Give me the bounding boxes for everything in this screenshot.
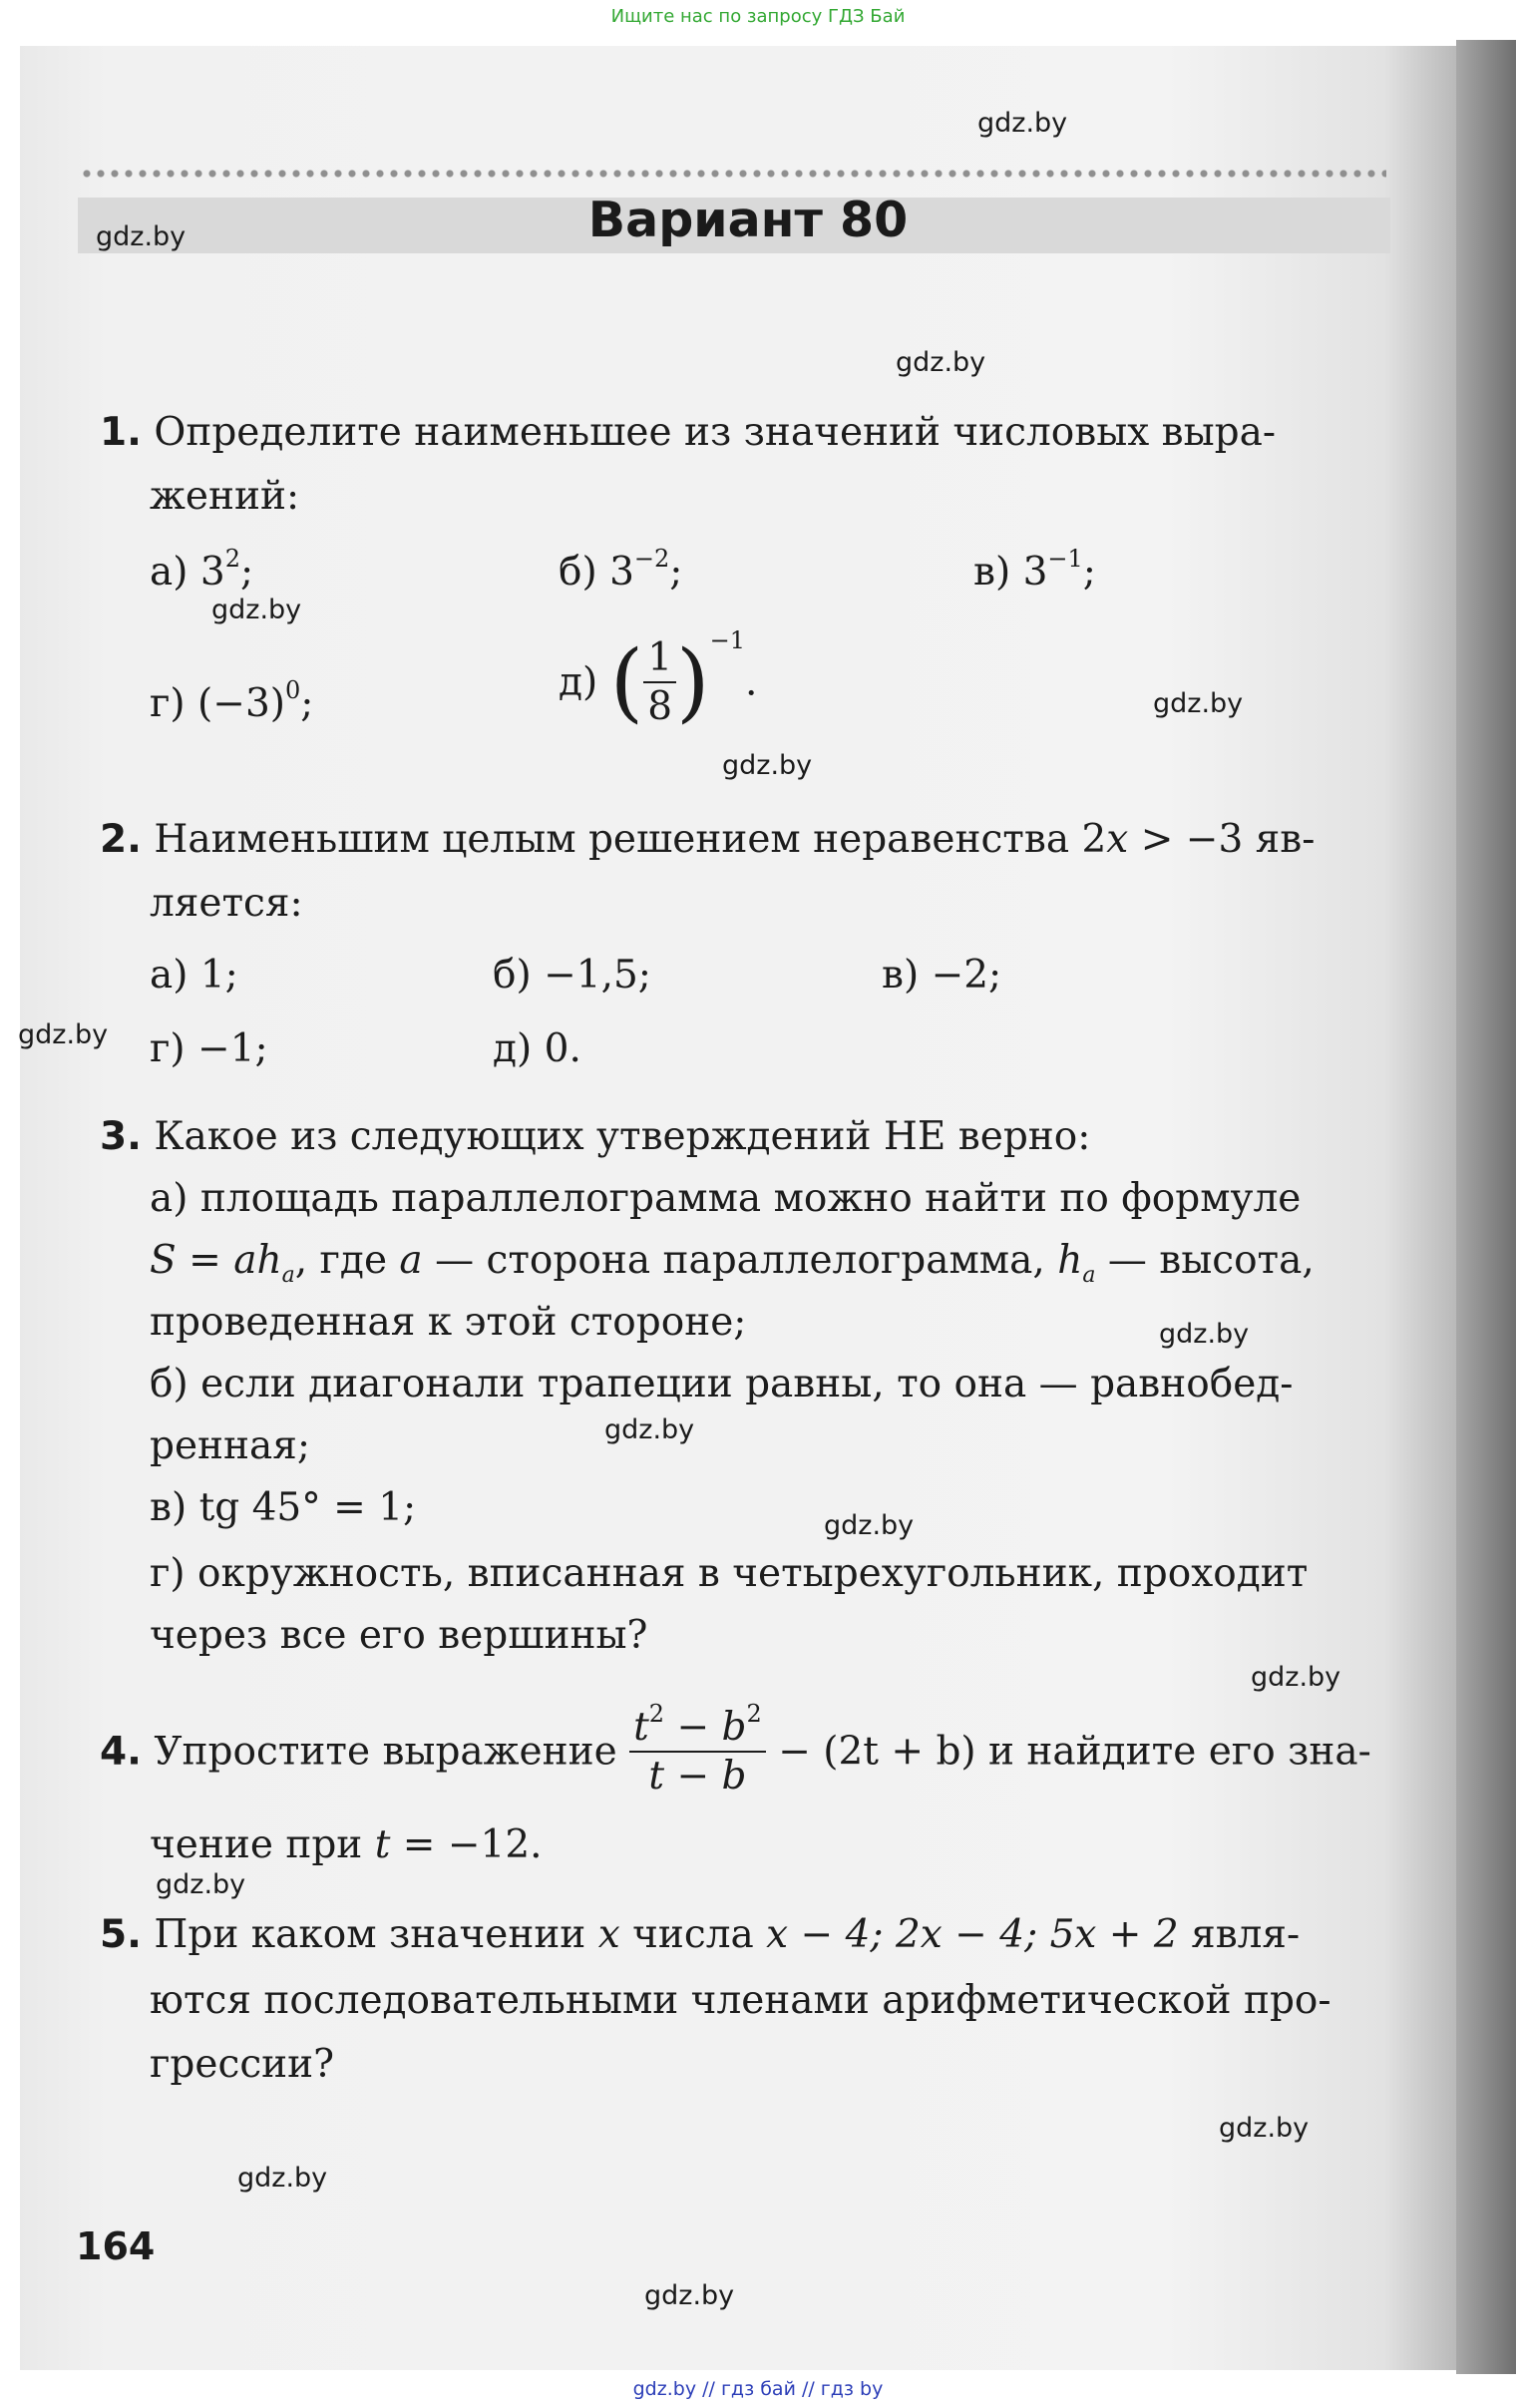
watermark: gdz.by xyxy=(1153,688,1244,719)
q3-option-b-line1: б) если диагонали трапеции равны, то она — равнобед- xyxy=(150,1362,1294,1406)
q1-text: Определите наименьшее из значений числовых выра- xyxy=(154,410,1277,455)
watermark: gdz.by xyxy=(824,1510,915,1541)
q5-line3: грессии? xyxy=(150,2042,335,2087)
watermark: gdz.by xyxy=(896,347,986,378)
q4-line1: 4. Упростите выражение $\frac{t^2 - b^2}{t - b}$ − (2t + b) и найдите его зна- xyxy=(100,1700,1371,1799)
q4-fraction: $\frac{t^2 - b^2}{t - b}$ xyxy=(629,1708,766,1796)
q2-option-d: г) −1; xyxy=(150,1026,268,1071)
variant-title: Вариант 80 xyxy=(587,192,909,248)
watermark: gdz.by xyxy=(237,2163,328,2194)
q2-line1: 2. Наименьшим целым решением неравенства 2x > −3 яв- xyxy=(100,817,1316,862)
watermark: gdz.by xyxy=(96,221,187,252)
watermark: gdz.by xyxy=(211,595,302,625)
watermark: gdz.by xyxy=(1159,1319,1250,1350)
watermark: gdz.by xyxy=(156,1869,246,1900)
q5-line1: 5. При каком значении x числа x − 4; 2x − 4; 5x + 2 явля- xyxy=(100,1912,1301,1957)
q3-line1: 3. Какое из следующих утверждений НЕ верно: xyxy=(100,1114,1091,1159)
q1-line1 xyxy=(100,410,1277,455)
q4-line2: чение при t = −12. xyxy=(150,1822,543,1867)
q2-option-b: б) −1,5; xyxy=(493,953,651,998)
q3-option-b-line2: ренная; xyxy=(150,1423,311,1468)
q1-option-c: в) $3^{-1}$; xyxy=(973,545,1096,595)
watermark: gdz.by xyxy=(604,1414,695,1445)
watermark: gdz.by xyxy=(977,108,1068,139)
watermark: gdz.by xyxy=(722,750,813,781)
q1-number: 1. xyxy=(100,410,142,455)
watermark: gdz.by xyxy=(644,2280,735,2311)
q2-text-line2: ляется: xyxy=(150,881,303,926)
q3-option-a-line1: а) площадь параллелограмма можно найти по формуле xyxy=(150,1176,1302,1221)
q3-option-a-line2: $S = ah_a$, где a — сторона параллелограмма, $h_a$ — высота, xyxy=(150,1238,1315,1288)
q5-line2: ются последовательными членами арифметической про- xyxy=(150,1978,1331,2023)
q1-option-a: а) $3^2$; xyxy=(150,545,254,595)
page-edge-shadow xyxy=(1456,40,1516,2374)
q3-option-a-line3: проведенная к этой стороне; xyxy=(150,1300,747,1345)
footer-note: gdz.by // гдз бай // гдз by xyxy=(632,2378,884,2400)
q3-option-d-line1: г) окружность, вписанная в четырехугольник, проходит xyxy=(150,1551,1309,1596)
q2-option-a: а) 1; xyxy=(150,953,238,998)
watermark: gdz.by xyxy=(18,1019,109,1050)
q3-option-c: в) tg 45° = 1; xyxy=(150,1485,417,1530)
page-number: 164 xyxy=(76,2224,156,2268)
q1-option-e: д) ( $\frac{1}{8}$ )$^{-1}$. xyxy=(559,626,758,732)
q2-option-e: д) 0. xyxy=(493,1026,581,1071)
watermark: gdz.by xyxy=(1219,2113,1310,2144)
q2-option-c: в) −2; xyxy=(882,953,1002,998)
header-note: Ищите нас по запросу ГДЗ Бай xyxy=(610,6,906,27)
watermark: gdz.by xyxy=(1251,1662,1341,1693)
q1-option-d: г) $(-3)^0$; xyxy=(150,676,314,726)
dotted-rule xyxy=(80,168,1386,180)
q1-text-line2: жений: xyxy=(150,474,300,519)
q1-option-b: б) $3^{-2}$; xyxy=(559,545,683,595)
q3-option-d-line2: через все его вершины? xyxy=(150,1613,648,1658)
